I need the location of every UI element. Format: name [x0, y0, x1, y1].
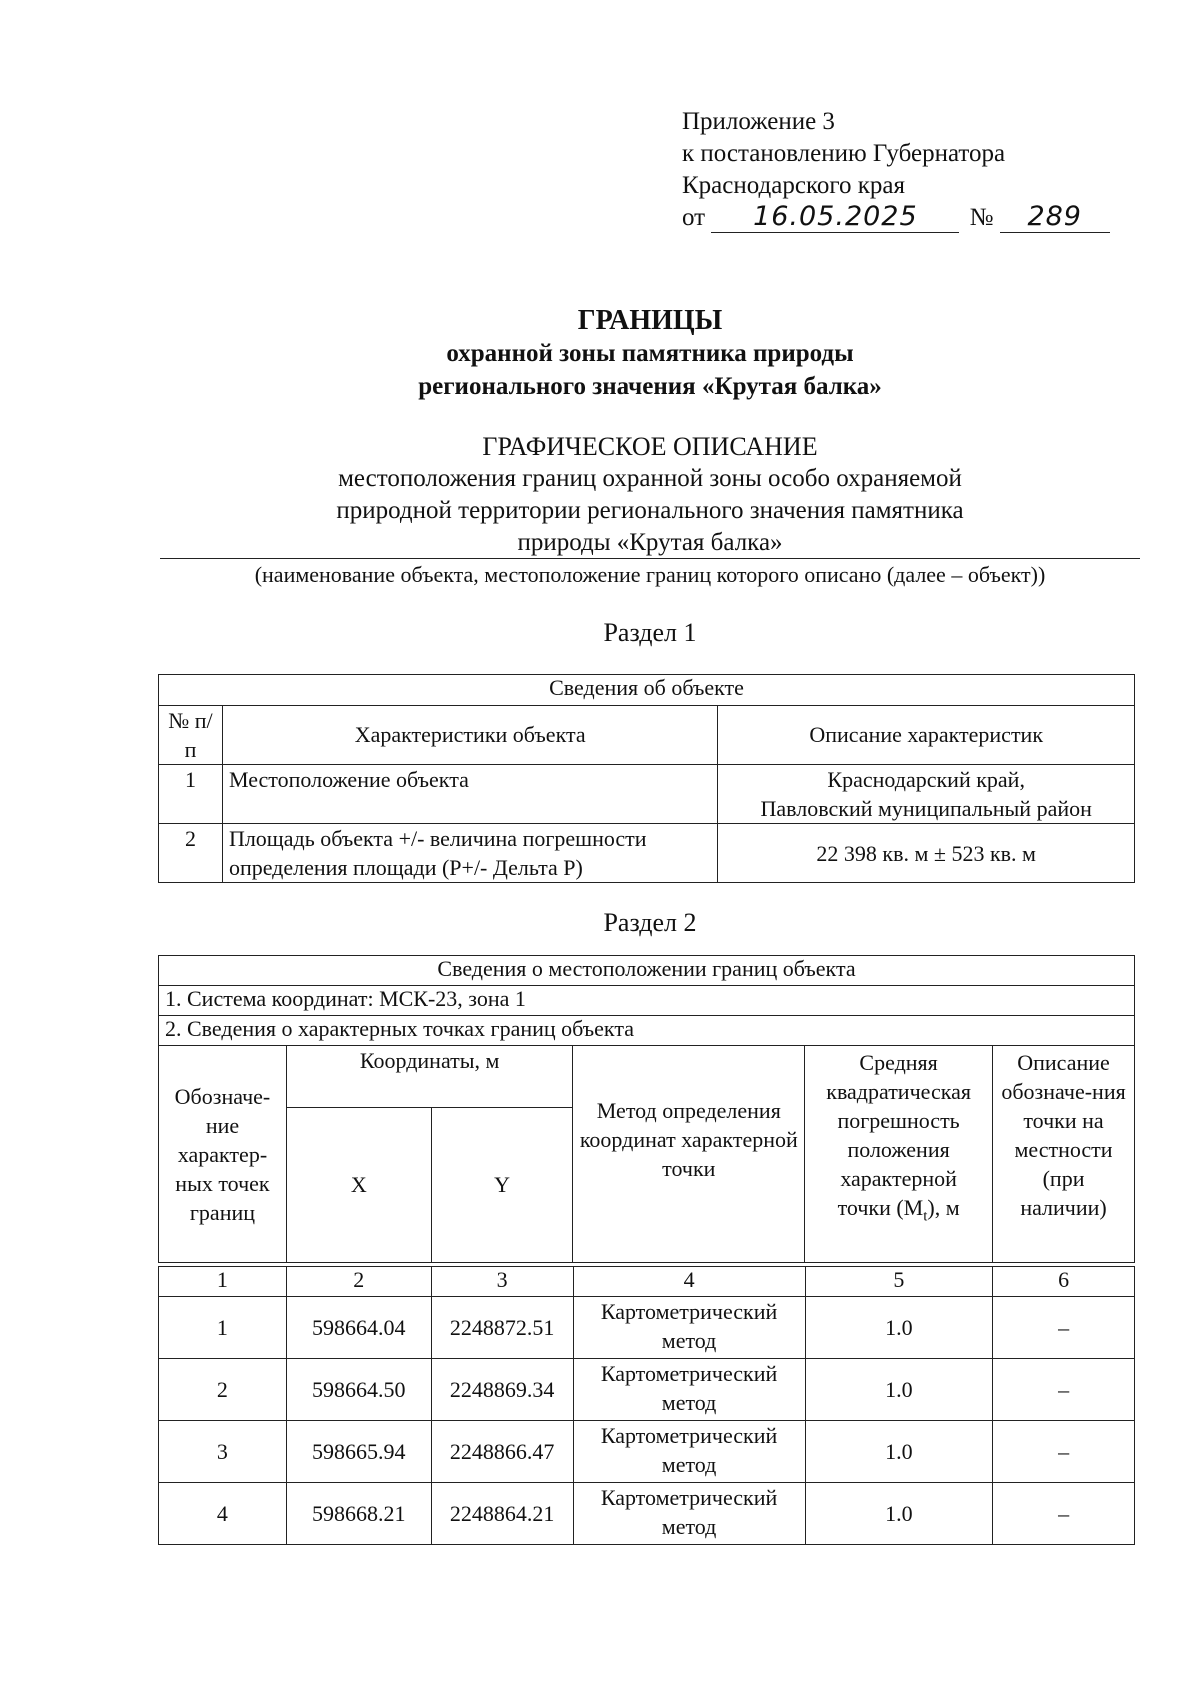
appendix-line-1: Приложение 3	[682, 108, 835, 135]
point-method: Картометрический метод	[573, 1421, 805, 1483]
header-location: Описание обозначе-ния точки на местности (при наличии)	[993, 1046, 1135, 1263]
date-field	[711, 203, 959, 233]
header-coordinates: Координаты, м	[286, 1046, 573, 1108]
header-error-text: Средняя квадратическая погрешность положения характерной точки (M	[826, 1050, 971, 1220]
info-table-title: Сведения о местоположении границ объекта	[159, 956, 1135, 986]
handwritten-number: 289	[1027, 201, 1082, 232]
header-method: Метод определения координат характерной точки	[573, 1046, 805, 1263]
graphic-line-3: природы «Крутая балка»	[517, 529, 783, 556]
row-description	[718, 765, 1135, 824]
handwritten-date: 16.05.2025	[753, 201, 918, 232]
date-prefix: от	[682, 204, 706, 231]
point-y: 2248864.21	[431, 1483, 573, 1545]
appendix-date-line	[682, 202, 1110, 234]
row-number: 1	[159, 765, 223, 824]
section-2-info-table	[158, 955, 1135, 1263]
number-field	[1000, 203, 1110, 233]
point-label: 4	[159, 1483, 287, 1545]
point-x: 598668.21	[286, 1483, 431, 1545]
table-title: Сведения об объекте	[159, 675, 1135, 706]
point-x: 598664.50	[286, 1359, 431, 1421]
object-name-caption: (наименование объекта, местоположение границ которого описано (далее – объект))	[254, 562, 1046, 587]
graphic-heading: ГРАФИЧЕСКОЕ ОПИСАНИЕ	[482, 432, 818, 461]
header-designation: Обозначе-ние характер-ных точек границ	[159, 1046, 287, 1263]
table-row	[159, 1297, 1135, 1359]
point-label: 2	[159, 1359, 287, 1421]
appendix-line-3: Краснодарского края	[682, 172, 905, 199]
header-x: X	[286, 1108, 431, 1263]
section-1-title: Раздел 1	[603, 618, 697, 647]
points-title-row	[159, 1016, 1135, 1046]
object-name-underline	[160, 558, 1140, 559]
point-method: Картометрический метод	[573, 1483, 805, 1545]
section-1-table	[158, 674, 1135, 883]
column-number: 6	[993, 1267, 1135, 1297]
table-header-row	[159, 706, 1135, 765]
point-error: 1.0	[805, 1359, 993, 1421]
point-method: Картометрический метод	[573, 1297, 805, 1359]
row-description: 22 398 кв. м ± 523 кв. м	[718, 824, 1135, 883]
header-description: Описание характеристик	[718, 706, 1135, 765]
title-line-2: охранной зоны памятника природы	[446, 340, 854, 367]
point-method: Картометрический метод	[573, 1359, 805, 1421]
point-error: 1.0	[805, 1421, 993, 1483]
description-line-2: Павловский муниципальный район	[760, 796, 1092, 821]
appendix-block	[682, 106, 1110, 234]
column-number: 4	[573, 1267, 805, 1297]
column-number: 3	[431, 1267, 573, 1297]
coordinate-system-row	[159, 986, 1135, 1016]
header-error	[805, 1046, 993, 1263]
point-y: 2248872.51	[431, 1297, 573, 1359]
column-number: 5	[805, 1267, 993, 1297]
point-y: 2248869.34	[431, 1359, 573, 1421]
table-row	[159, 1483, 1135, 1545]
description-line-1: Краснодарский край,	[827, 767, 1025, 792]
appendix-line-2: к постановлению Губернатора	[682, 140, 1006, 167]
point-error: 1.0	[805, 1297, 993, 1359]
title-line-3: регионального значения «Крутая балка»	[418, 373, 882, 400]
header-num: № п/п	[159, 706, 223, 765]
header-y: Y	[431, 1108, 573, 1263]
section-2-title: Раздел 2	[603, 908, 697, 937]
info-title-row	[159, 956, 1135, 986]
point-x: 598665.94	[286, 1421, 431, 1483]
coordinate-system: 1. Система координат: МСК-23, зона 1	[159, 986, 1135, 1016]
graphic-line-2: природной территории регионального значения памятника	[336, 497, 964, 524]
points-header-row	[159, 1046, 1135, 1108]
column-number: 2	[286, 1267, 431, 1297]
row-characteristic: Площадь объекта +/- величина погрешности определения площади (P+/- Дельта P)	[222, 824, 717, 883]
point-x: 598664.04	[286, 1297, 431, 1359]
graphic-line-1: местоположения границ охранной зоны особо охраняемой	[338, 465, 962, 492]
section-2-points-table	[158, 1266, 1135, 1545]
column-numbers-row	[159, 1267, 1135, 1297]
point-label: 1	[159, 1297, 287, 1359]
number-prefix: №	[969, 204, 994, 231]
points-title: 2. Сведения о характерных точках границ объекта	[159, 1016, 1135, 1046]
main-title: ГРАНИЦЫ	[577, 305, 723, 336]
point-location: –	[993, 1483, 1135, 1545]
point-location: –	[993, 1359, 1135, 1421]
row-number: 2	[159, 824, 223, 883]
title-block	[150, 304, 1150, 403]
header-error-subscript: t	[923, 1208, 928, 1225]
point-location: –	[993, 1421, 1135, 1483]
table-title-row	[159, 675, 1135, 706]
row-characteristic: Местоположение объекта	[222, 765, 717, 824]
header-characteristic: Характеристики объекта	[222, 706, 717, 765]
header-error-tail: ), м	[927, 1195, 960, 1220]
table-row	[159, 1421, 1135, 1483]
point-label: 3	[159, 1421, 287, 1483]
point-error: 1.0	[805, 1483, 993, 1545]
point-y: 2248866.47	[431, 1421, 573, 1483]
graphic-description-block	[150, 431, 1150, 559]
column-number: 1	[159, 1267, 287, 1297]
table-row	[159, 824, 1135, 883]
table-row	[159, 1359, 1135, 1421]
table-row	[159, 765, 1135, 824]
point-location: –	[993, 1297, 1135, 1359]
